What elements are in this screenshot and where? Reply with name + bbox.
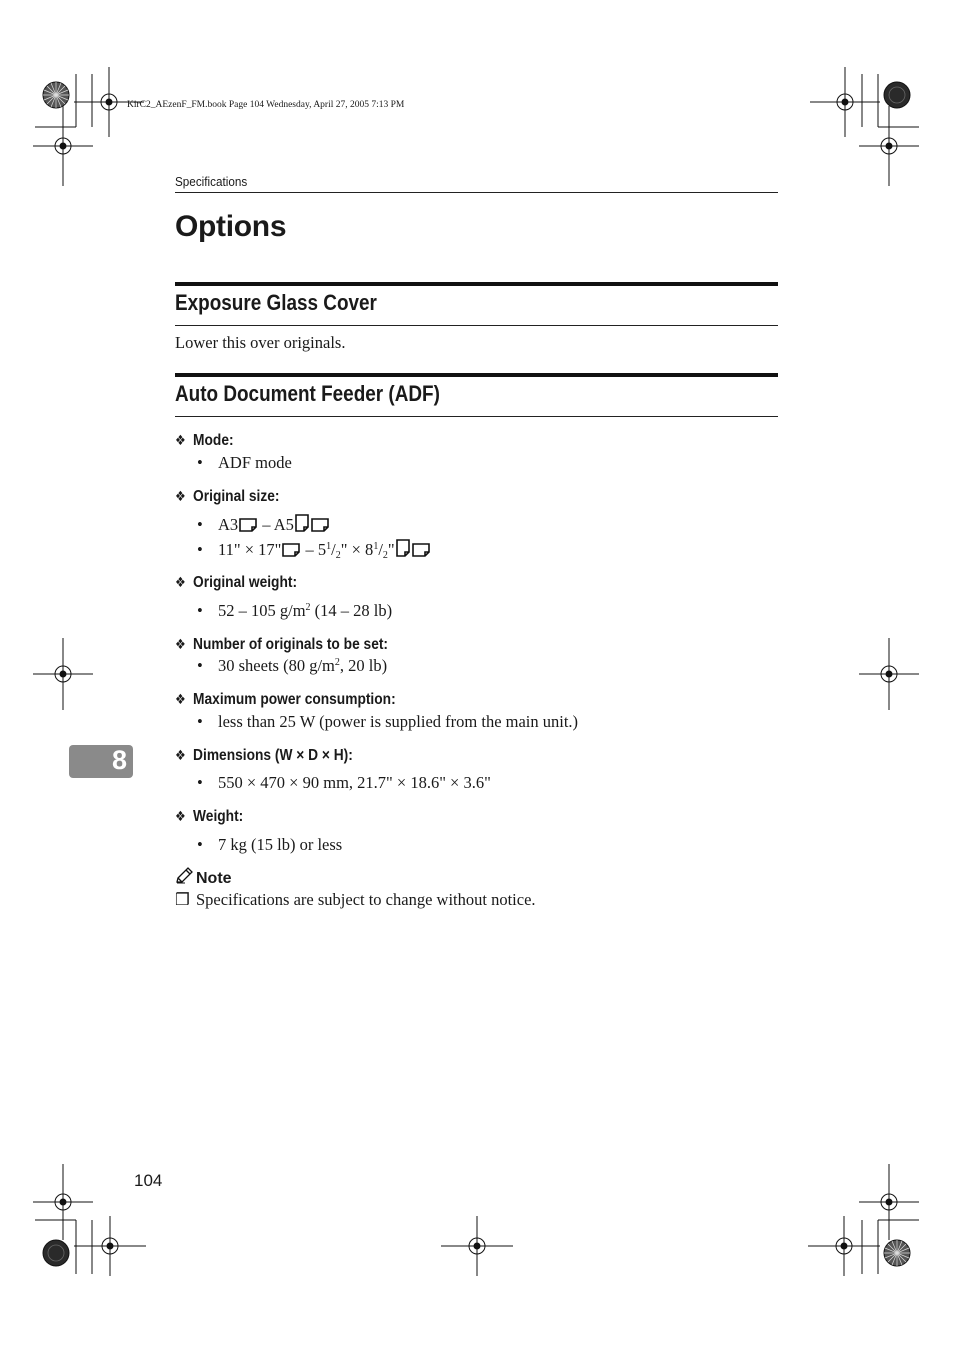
- calibration-wheel-icon: [42, 81, 70, 109]
- checkbox-icon: ❒: [175, 890, 190, 909]
- registration-mark-icon: [859, 638, 919, 710]
- note-item: ❒ Specifications are subject to change without notice.: [175, 890, 536, 909]
- spec-label-number-of-originals: ❖ Number of originals to be set:: [175, 636, 389, 653]
- spec-item: • 30 sheets (80 $g/m^2$, 20 lb): [197, 656, 388, 675]
- spec-item: • 550 × 470 × 90 mm, 21.7" × 18.6" × 3.6": [197, 773, 491, 792]
- calibration-wheel-icon: [42, 1239, 70, 1267]
- section-title-adf: Auto Document Feeder (ADF): [175, 381, 440, 406]
- registration-mark-icon: [74, 1216, 146, 1276]
- diamond-bullet-icon: ❖: [175, 432, 186, 448]
- spec-item: • 11" × 17" – $5^1/_2$" × $8^1/_2$": [197, 539, 431, 560]
- section-rule-bottom: [175, 325, 778, 326]
- section-rule-top: [175, 282, 778, 286]
- diamond-bullet-icon: ❖: [175, 691, 186, 707]
- chapter-number: 8: [111, 745, 127, 775]
- landscape-paper-icon: [412, 543, 430, 557]
- spec-label-original-weight: ❖ Original weight:: [175, 574, 298, 591]
- landscape-paper-icon: [311, 518, 329, 532]
- spec-label-max-power: ❖ Maximum power consumption:: [175, 691, 396, 708]
- spec-item: • ADF mode: [197, 453, 292, 472]
- landscape-paper-icon: [239, 518, 257, 532]
- print-header: KirC2_AEzenF_FM.book Page 104 Wednesday, April 27, 2005 7:13 PM: [127, 100, 405, 110]
- diamond-bullet-icon: ❖: [175, 747, 186, 763]
- section-body: Lower this over originals.: [175, 333, 346, 352]
- section-rule-top: [175, 373, 778, 377]
- landscape-paper-icon: [282, 543, 300, 557]
- section-title-exposure-glass-cover: Exposure Glass Cover: [175, 290, 377, 315]
- calibration-wheel-icon: [883, 1239, 911, 1267]
- spec-item: • 7 kg (15 lb) or less: [197, 835, 343, 854]
- registration-mark-icon: [33, 106, 93, 186]
- diamond-bullet-icon: ❖: [175, 636, 186, 652]
- section-rule-bottom: [175, 416, 778, 417]
- running-header: Specifications: [175, 174, 248, 189]
- spec-label-mode: ❖ Mode:: [175, 432, 234, 449]
- registration-mark-icon: [441, 1216, 513, 1276]
- chapter-tab: [69, 745, 133, 778]
- spec-label-weight: ❖ Weight:: [175, 808, 244, 825]
- calibration-wheel-icon: [883, 81, 911, 109]
- page-title: Options: [175, 210, 287, 243]
- header-rule: [175, 192, 778, 193]
- diamond-bullet-icon: ❖: [175, 808, 186, 824]
- spec-label-original-size: ❖ Original size:: [175, 488, 280, 505]
- spec-item: • A3 – A5: [197, 514, 330, 535]
- registration-mark-icon: [859, 106, 919, 186]
- spec-label-dimensions: ❖ Dimensions (W × D × H):: [175, 747, 353, 764]
- spec-item: • less than 25 W (power is supplied from the main unit.): [197, 712, 579, 731]
- portrait-paper-icon: [295, 514, 309, 532]
- portrait-paper-icon: [396, 539, 410, 557]
- diamond-bullet-icon: ❖: [175, 574, 186, 590]
- registration-mark-icon: [33, 638, 93, 710]
- spec-item: • 52 – 105 $g/m^2$ (14 – 28 lb): [197, 601, 393, 620]
- note-heading: Note: [175, 867, 232, 888]
- pencil-note-icon: [175, 867, 193, 885]
- registration-mark-icon: [808, 1216, 880, 1276]
- diamond-bullet-icon: ❖: [175, 488, 186, 504]
- page-number: 104: [134, 1171, 163, 1190]
